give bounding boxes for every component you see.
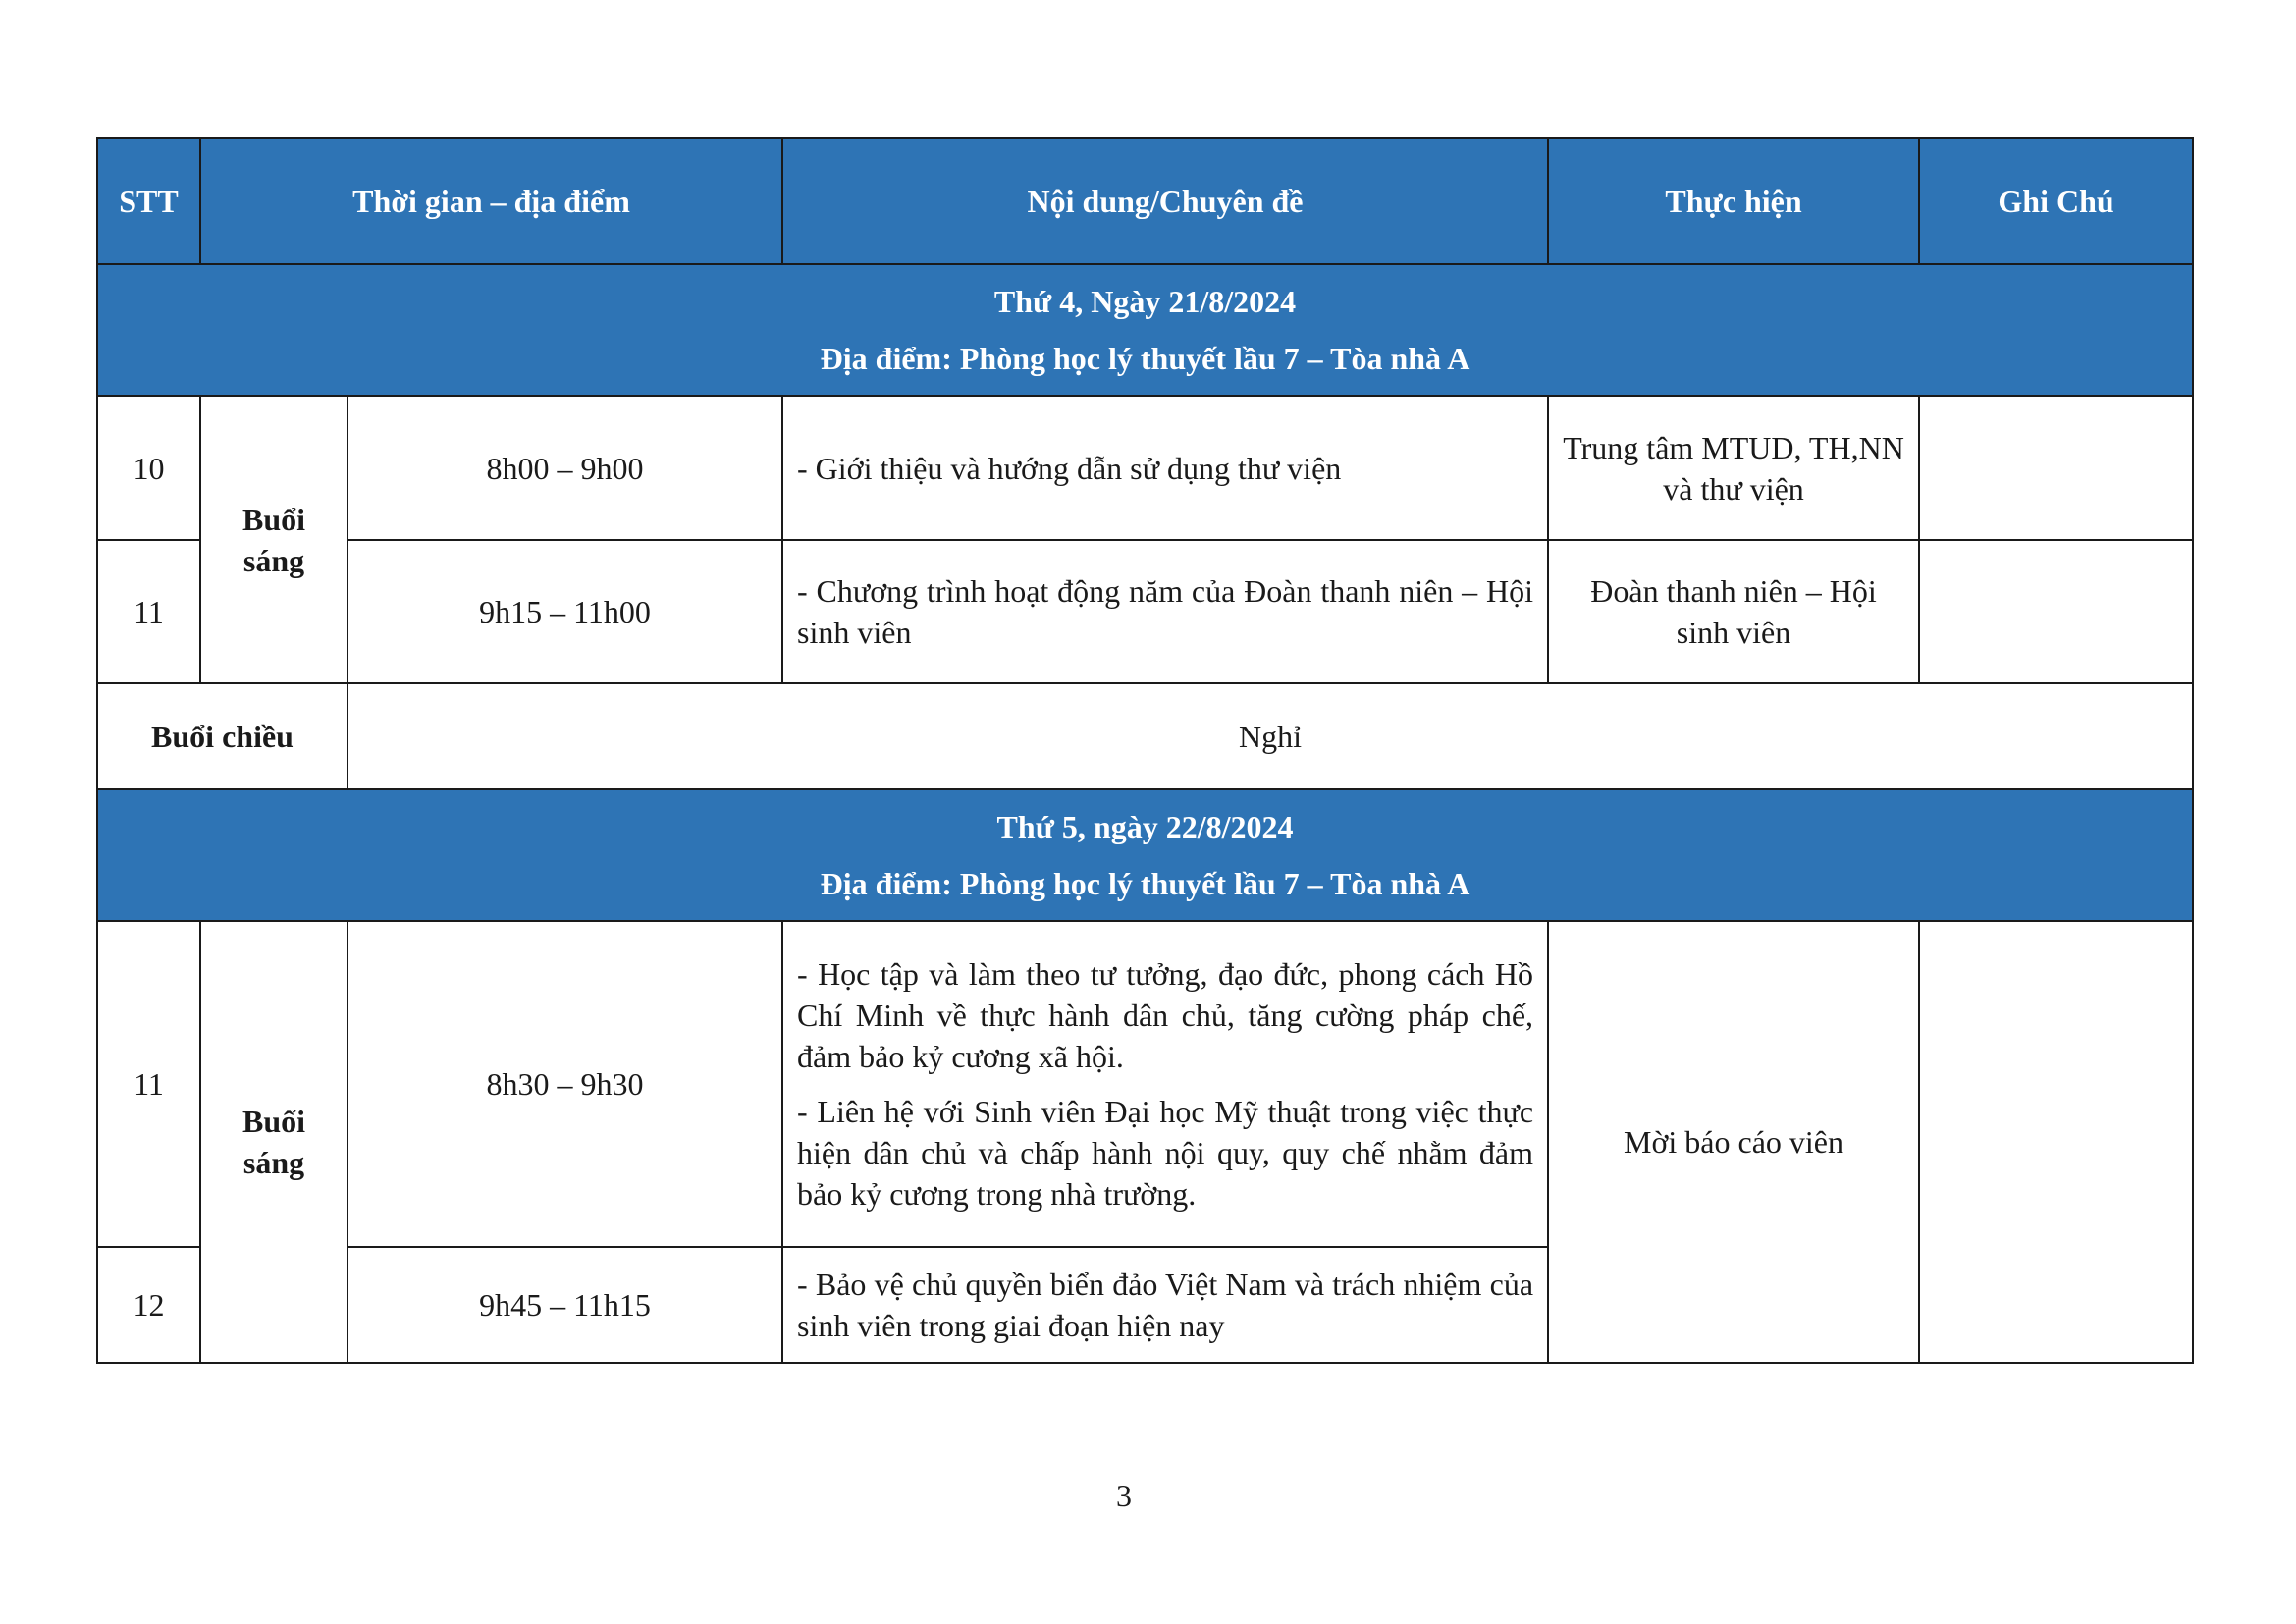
row-stt: 10	[97, 396, 200, 540]
schedule-table	[96, 137, 2194, 1364]
row-stt: 11	[97, 921, 200, 1247]
day-header-row	[97, 264, 2193, 396]
header-note: Ghi Chú	[1919, 138, 2193, 264]
header-content: Nội dung/Chuyên đề	[782, 138, 1548, 264]
row-content: - Giới thiệu và hướng dẫn sử dụng thư viện	[782, 396, 1548, 540]
row-stt: 12	[97, 1247, 200, 1363]
row-performer: Mời báo cáo viên	[1548, 921, 1919, 1363]
header-performer: Thực hiện	[1548, 138, 1919, 264]
row-content: - Bảo vệ chủ quyền biển đảo Việt Nam và trách nhiệm của sinh viên trong giai đoạn hiện nay	[782, 1247, 1548, 1363]
day-header-row	[97, 789, 2193, 921]
day-header	[97, 789, 2193, 921]
header-time-place: Thời gian – địa điểm	[200, 138, 782, 264]
row-content: - Chương trình hoạt động năm của Đoàn thanh niên – Hội sinh viên	[782, 540, 1548, 683]
row-stt: 11	[97, 540, 200, 683]
table-header-row	[97, 138, 2193, 264]
content-paragraph: - Học tập và làm theo tư tưởng, đạo đức, phong cách Hồ Chí Minh về thực hành dân chủ, tăng cường pháp chế, đảm bảo kỷ cương xã hội.	[797, 956, 1534, 1074]
day-date: Thứ 5, ngày 22/8/2024	[996, 809, 1294, 844]
table-row	[97, 396, 2193, 540]
row-time: 8h30 – 9h30	[347, 921, 782, 1247]
row-performer: Đoàn thanh niên – Hội sinh viên	[1548, 540, 1919, 683]
row-performer: Trung tâm MTUD, TH,NN và thư viện	[1548, 396, 1919, 540]
row-note	[1919, 396, 2193, 540]
content-paragraph: - Liên hệ với Sinh viên Đại học Mỹ thuật trong việc thực hiện dân chủ và chấp hành nội quy, quy chế nhằm đảm bảo kỷ cương trong nhà trường.	[797, 1094, 1534, 1212]
day-header	[97, 264, 2193, 396]
table-row	[97, 540, 2193, 683]
afternoon-value: Nghỉ	[347, 683, 2193, 789]
day-date: Thứ 4, Ngày 21/8/2024	[993, 284, 1297, 319]
page-number: 3	[1116, 1478, 1132, 1513]
session-label: Buổi sáng	[200, 921, 347, 1363]
day-location: Địa điểm: Phòng học lý thuyết lầu 7 – Tòa nhà A	[820, 341, 1470, 376]
row-note	[1919, 540, 2193, 683]
row-time: 9h15 – 11h00	[347, 540, 782, 683]
row-time: 8h00 – 9h00	[347, 396, 782, 540]
afternoon-row	[97, 683, 2193, 789]
session-label: Buổi sáng	[200, 396, 347, 683]
afternoon-label: Buổi chiều	[97, 683, 347, 789]
header-stt: STT	[97, 138, 200, 264]
row-note	[1919, 921, 2193, 1363]
table-row	[97, 921, 2193, 1247]
row-content	[782, 921, 1548, 1247]
row-time: 9h45 – 11h15	[347, 1247, 782, 1363]
day-location: Địa điểm: Phòng học lý thuyết lầu 7 – Tòa nhà A	[820, 866, 1470, 901]
